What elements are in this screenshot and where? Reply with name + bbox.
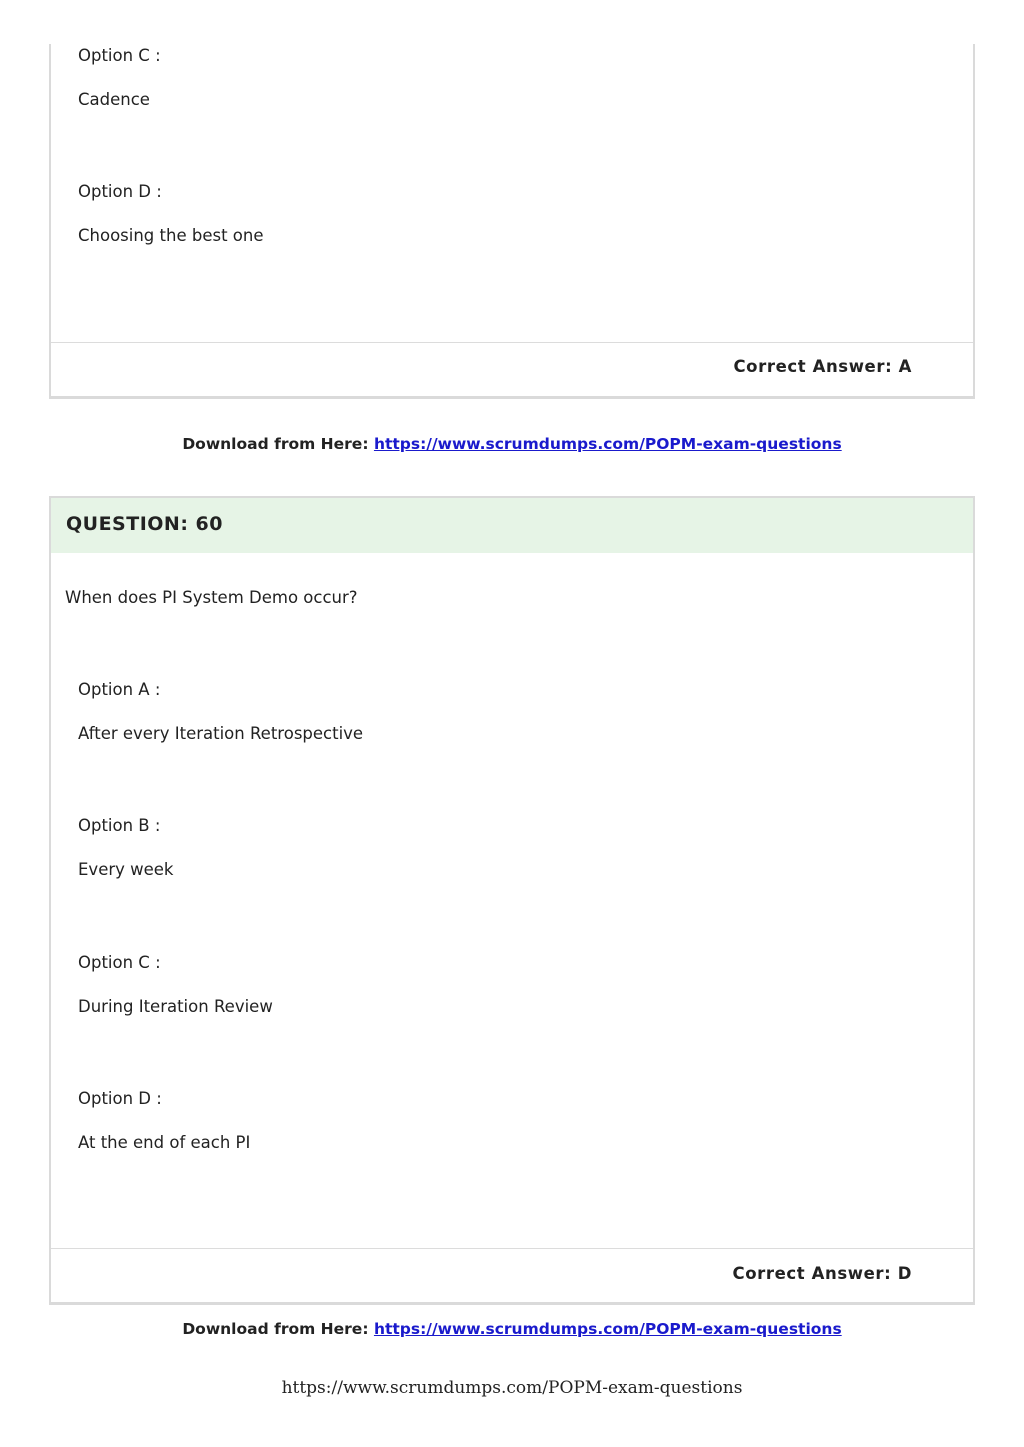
option-d-label: Option D : — [78, 1089, 162, 1108]
option-c-label: Option C : — [78, 46, 161, 65]
option-b-text: Every week — [78, 860, 174, 879]
option-a-label: Option A : — [78, 680, 161, 699]
question-card-previous — [49, 44, 975, 399]
question-title: QUESTION: 60 — [66, 513, 223, 535]
download-link[interactable]: https://www.scrumdumps.com/POPM-exam-questions — [373, 435, 842, 453]
download-line — [0, 1320, 1024, 1338]
answer-divider — [51, 1248, 973, 1249]
question-header — [51, 498, 973, 553]
answer-divider — [51, 342, 973, 343]
option-d-label: Option D : — [78, 182, 162, 201]
option-c-label: Option C : — [78, 953, 161, 972]
download-link[interactable]: https://www.scrumdumps.com/POPM-exam-questions — [373, 1320, 842, 1338]
download-line — [0, 435, 1024, 453]
download-prefix: Download from Here: — [182, 435, 369, 453]
option-d-text: Choosing the best one — [78, 226, 264, 245]
download-prefix: Download from Here: — [182, 1320, 369, 1338]
option-a-text: After every Iteration Retrospective — [78, 724, 364, 743]
option-d-text: At the end of each PI — [78, 1133, 251, 1152]
option-c-text: Cadence — [78, 90, 150, 109]
question-card-60 — [49, 496, 975, 1305]
footer-url: https://www.scrumdumps.com/POPM-exam-questions — [281, 1378, 743, 1398]
correct-answer: Correct Answer: D — [732, 1264, 912, 1283]
option-b-label: Option B : — [78, 816, 161, 835]
question-text: When does PI System Demo occur? — [65, 588, 358, 607]
option-c-text: During Iteration Review — [78, 997, 273, 1016]
correct-answer: Correct Answer: A — [733, 357, 912, 376]
